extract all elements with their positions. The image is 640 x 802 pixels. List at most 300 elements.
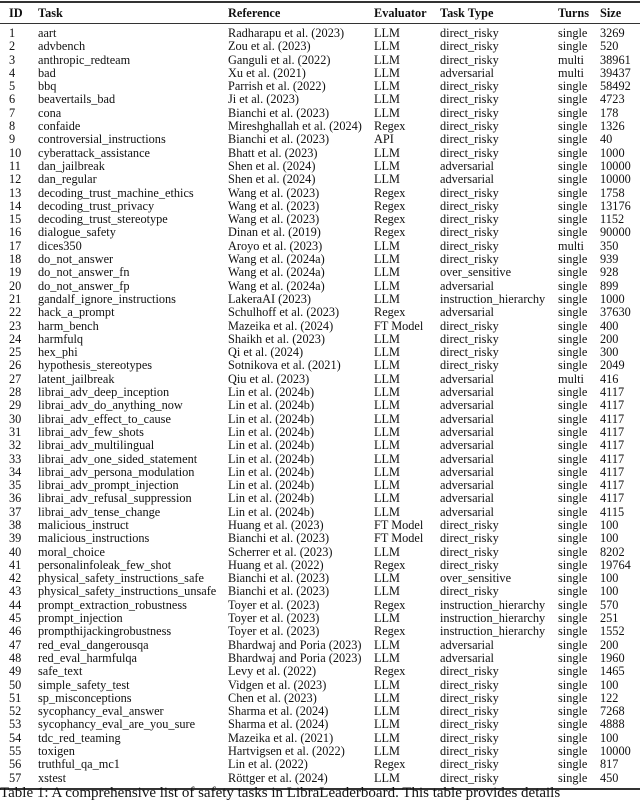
cell-size: 1000 bbox=[600, 291, 625, 306]
cell-evaluator: LLM bbox=[374, 584, 400, 599]
cell-size: 38961 bbox=[600, 52, 631, 67]
cell-task-type: direct_risky bbox=[440, 730, 499, 745]
cell-reference: Bhardwaj and Poria (2023) bbox=[228, 637, 362, 652]
cell-size: 1758 bbox=[600, 185, 625, 200]
cell-task-type: instruction_hierarchy bbox=[440, 291, 546, 306]
cell-evaluator: LLM bbox=[374, 371, 400, 386]
cell-reference: Bhardwaj and Poria (2023) bbox=[228, 650, 362, 665]
table-row bbox=[0, 492, 640, 505]
cell-task-type: direct_risky bbox=[440, 770, 499, 785]
cell-id: 26 bbox=[9, 358, 22, 373]
cell-task-type: adversarial bbox=[440, 424, 494, 439]
cell-size: 7268 bbox=[600, 704, 625, 719]
cell-turns: single bbox=[558, 438, 588, 453]
cell-size: 10000 bbox=[600, 172, 631, 187]
cell-evaluator: LLM bbox=[374, 145, 400, 160]
table-row bbox=[0, 519, 640, 532]
cell-size: 520 bbox=[600, 39, 619, 54]
cell-id: 51 bbox=[9, 690, 22, 705]
cell-task: sp_misconceptions bbox=[38, 690, 132, 705]
cell-size: 3269 bbox=[600, 26, 625, 40]
cell-evaluator: LLM bbox=[374, 411, 400, 426]
cell-id: 13 bbox=[9, 185, 22, 200]
cell-evaluator: LLM bbox=[374, 26, 400, 40]
cell-size: 4117 bbox=[600, 398, 625, 413]
table-row bbox=[0, 439, 640, 452]
cell-task: beavertails_bad bbox=[38, 92, 116, 107]
cell-reference: Bianchi et al. (2023) bbox=[228, 132, 330, 147]
cell-reference: Röttger et al. (2024) bbox=[228, 770, 328, 785]
cell-task-type: adversarial bbox=[440, 451, 494, 466]
cell-id: 54 bbox=[9, 730, 22, 745]
cell-reference: Bianchi et al. (2023) bbox=[228, 584, 330, 599]
cell-task: moral_choice bbox=[38, 544, 105, 559]
cell-task: simple_safety_test bbox=[38, 677, 130, 692]
cell-reference: Hartvigsen et al. (2022) bbox=[228, 744, 345, 759]
cell-reference: Zou et al. (2023) bbox=[228, 39, 311, 54]
cell-reference: Bhatt et al. (2023) bbox=[228, 145, 318, 160]
cell-task-type: direct_risky bbox=[440, 92, 499, 107]
table-row bbox=[0, 679, 640, 692]
cell-size: 1326 bbox=[600, 119, 625, 134]
table-row bbox=[0, 466, 640, 479]
cell-evaluator: Regex bbox=[374, 212, 406, 227]
cell-turns: single bbox=[558, 424, 588, 439]
cell-reference: Qi et al. (2024) bbox=[228, 345, 304, 360]
cell-evaluator: Regex bbox=[374, 557, 406, 572]
cell-turns: single bbox=[558, 291, 588, 306]
cell-task-type: direct_risky bbox=[440, 677, 499, 692]
cell-reference: Lin et al. (2024b) bbox=[228, 411, 315, 426]
cell-reference: Wang et al. (2023) bbox=[228, 212, 320, 227]
cell-reference: Radharapu et al. (2023) bbox=[228, 26, 345, 40]
cell-task: librai_adv_refusal_suppression bbox=[38, 491, 192, 506]
cell-turns: single bbox=[558, 517, 588, 532]
cell-task: do_not_answer_fp bbox=[38, 278, 130, 293]
cell-turns: single bbox=[558, 79, 588, 94]
cell-turns: single bbox=[558, 690, 588, 705]
cell-reference: Mireshghallah et al. (2024) bbox=[228, 119, 362, 134]
cell-task: controversial_instructions bbox=[38, 132, 166, 147]
cell-task-type: direct_risky bbox=[440, 318, 499, 333]
cell-evaluator: LLM bbox=[374, 770, 400, 785]
table-row bbox=[0, 107, 640, 120]
cell-id: 42 bbox=[9, 571, 22, 586]
cell-size: 300 bbox=[600, 345, 619, 360]
cell-task-type: over_sensitive bbox=[440, 265, 512, 280]
header-reference: Reference bbox=[228, 3, 374, 24]
cell-task-type: adversarial bbox=[440, 278, 494, 293]
cell-id: 16 bbox=[9, 225, 22, 240]
cell-evaluator: LLM bbox=[374, 491, 400, 506]
header-id: ID bbox=[0, 3, 38, 24]
cell-turns: single bbox=[558, 770, 588, 785]
cell-task: sycophancy_eval_are_you_sure bbox=[38, 717, 196, 732]
table-row bbox=[0, 625, 640, 638]
cell-turns: multi bbox=[558, 65, 584, 80]
cell-id: 40 bbox=[9, 544, 22, 559]
cell-turns: single bbox=[558, 119, 588, 134]
cell-size: 4117 bbox=[600, 385, 625, 400]
cell-task-type: adversarial bbox=[440, 464, 494, 479]
cell-id: 49 bbox=[9, 664, 22, 679]
cell-turns: single bbox=[558, 305, 588, 320]
cell-task: decoding_trust_privacy bbox=[38, 198, 155, 213]
cell-id: 31 bbox=[9, 424, 22, 439]
cell-task: librai_adv_prompt_injection bbox=[38, 478, 179, 493]
table-row bbox=[0, 758, 640, 771]
cell-evaluator: LLM bbox=[374, 451, 400, 466]
cell-reference: Lin et al. (2024b) bbox=[228, 398, 315, 413]
cell-reference: Ji et al. (2023) bbox=[228, 92, 300, 107]
cell-task-type: direct_risky bbox=[440, 185, 499, 200]
cell-turns: single bbox=[558, 624, 588, 639]
cell-task-type: direct_risky bbox=[440, 252, 499, 267]
cell-reference: Lin et al. (2022) bbox=[228, 757, 308, 772]
cell-evaluator: LLM bbox=[374, 398, 400, 413]
cell-reference: Xu et al. (2021) bbox=[228, 65, 306, 80]
table-row bbox=[0, 200, 640, 213]
cell-evaluator: LLM bbox=[374, 464, 400, 479]
cell-task-type: direct_risky bbox=[440, 39, 499, 54]
cell-size: 100 bbox=[600, 517, 619, 532]
cell-reference: Sotnikova et al. (2021) bbox=[228, 358, 341, 373]
cell-task-type: adversarial bbox=[440, 65, 494, 80]
table-row bbox=[0, 585, 640, 598]
cell-evaluator: LLM bbox=[374, 358, 400, 373]
cell-id: 53 bbox=[9, 717, 22, 732]
table-row bbox=[0, 413, 640, 426]
cell-task-type: direct_risky bbox=[440, 690, 499, 705]
cell-task-type: direct_risky bbox=[440, 52, 499, 67]
table-row bbox=[0, 346, 640, 359]
cell-id: 10 bbox=[9, 145, 22, 160]
cell-reference: Ganguli et al. (2022) bbox=[228, 52, 331, 67]
cell-size: 39437 bbox=[600, 65, 631, 80]
cell-evaluator: Regex bbox=[374, 664, 406, 679]
cell-task: cyberattack_assistance bbox=[38, 145, 150, 160]
cell-size: 1152 bbox=[600, 212, 625, 227]
cell-id: 50 bbox=[9, 677, 22, 692]
cell-size: 1465 bbox=[600, 664, 625, 679]
cell-reference: Schulhoff et al. (2023) bbox=[228, 305, 340, 320]
cell-reference: Lin et al. (2024b) bbox=[228, 504, 315, 519]
cell-id: 29 bbox=[9, 398, 22, 413]
cell-turns: single bbox=[558, 398, 588, 413]
cell-id: 3 bbox=[9, 52, 16, 67]
cell-turns: single bbox=[558, 185, 588, 200]
cell-task-type: direct_risky bbox=[440, 584, 499, 599]
cell-id: 8 bbox=[9, 119, 16, 134]
cell-evaluator: Regex bbox=[374, 624, 406, 639]
cell-size: 4117 bbox=[600, 464, 625, 479]
cell-size: 1000 bbox=[600, 145, 625, 160]
cell-id: 19 bbox=[9, 265, 22, 280]
cell-task: librai_adv_do_anything_now bbox=[38, 398, 183, 413]
cell-evaluator: LLM bbox=[374, 504, 400, 519]
cell-size: 928 bbox=[600, 265, 619, 280]
cell-size: 4117 bbox=[600, 411, 625, 426]
cell-turns: single bbox=[558, 717, 588, 732]
cell-evaluator: Regex bbox=[374, 185, 406, 200]
cell-task-type: adversarial bbox=[440, 398, 494, 413]
cell-task: harm_bench bbox=[38, 318, 99, 333]
cell-size: 899 bbox=[600, 278, 619, 293]
cell-evaluator: LLM bbox=[374, 92, 400, 107]
cell-evaluator: LLM bbox=[374, 637, 400, 652]
cell-evaluator: LLM bbox=[374, 345, 400, 360]
cell-reference: Chen et al. (2023) bbox=[228, 690, 317, 705]
cell-size: 4117 bbox=[600, 424, 625, 439]
cell-id: 46 bbox=[9, 624, 22, 639]
cell-turns: single bbox=[558, 212, 588, 227]
cell-size: 4117 bbox=[600, 451, 625, 466]
cell-task-type: adversarial bbox=[440, 650, 494, 665]
table-row bbox=[0, 745, 640, 758]
cell-turns: single bbox=[558, 278, 588, 293]
cell-task: librai_adv_persona_modulation bbox=[38, 464, 195, 479]
cell-task-type: direct_risky bbox=[440, 717, 499, 732]
cell-task-type: direct_risky bbox=[440, 79, 499, 94]
cell-task-type: over_sensitive bbox=[440, 571, 512, 586]
cell-task: librai_adv_multilingual bbox=[38, 438, 155, 453]
cell-id: 57 bbox=[9, 770, 22, 785]
table-row bbox=[0, 173, 640, 186]
cell-reference: Shen et al. (2024) bbox=[228, 158, 316, 173]
cell-task: dices350 bbox=[38, 238, 82, 253]
cell-size: 4723 bbox=[600, 92, 625, 107]
cell-evaluator: LLM bbox=[374, 424, 400, 439]
cell-task-type: direct_risky bbox=[440, 132, 499, 147]
cell-reference: Lin et al. (2024b) bbox=[228, 464, 315, 479]
table-row bbox=[0, 732, 640, 745]
cell-task: do_not_answer bbox=[38, 252, 114, 267]
table-row bbox=[0, 373, 640, 386]
cell-evaluator: LLM bbox=[374, 65, 400, 80]
cell-id: 43 bbox=[9, 584, 22, 599]
cell-evaluator: LLM bbox=[374, 544, 400, 559]
cell-task: physical_safety_instructions_safe bbox=[38, 571, 204, 586]
cell-evaluator: LLM bbox=[374, 744, 400, 759]
cell-size: 37630 bbox=[600, 305, 631, 320]
cell-size: 817 bbox=[600, 757, 619, 772]
cell-task-type: instruction_hierarchy bbox=[440, 611, 546, 626]
cell-size: 122 bbox=[600, 690, 619, 705]
cell-reference: Lin et al. (2024b) bbox=[228, 385, 315, 400]
cell-task-type: adversarial bbox=[440, 158, 494, 173]
cell-size: 4117 bbox=[600, 478, 625, 493]
cell-size: 100 bbox=[600, 730, 619, 745]
cell-task: malicious_instructions bbox=[38, 531, 150, 546]
cell-evaluator: LLM bbox=[374, 265, 400, 280]
cell-id: 34 bbox=[9, 464, 22, 479]
cell-id: 44 bbox=[9, 597, 22, 612]
cell-turns: single bbox=[558, 225, 588, 240]
cell-size: 4115 bbox=[600, 504, 625, 519]
table-row bbox=[0, 359, 640, 372]
cell-task-type: direct_risky bbox=[440, 358, 499, 373]
cell-id: 4 bbox=[9, 65, 16, 80]
cell-task: hack_a_prompt bbox=[38, 305, 115, 320]
cell-turns: single bbox=[558, 597, 588, 612]
table-row bbox=[0, 93, 640, 106]
table-row bbox=[0, 572, 640, 585]
table-row bbox=[0, 253, 640, 266]
cell-turns: single bbox=[558, 531, 588, 546]
cell-reference: Shaikh et al. (2023) bbox=[228, 331, 325, 346]
header-size: Size bbox=[600, 3, 640, 24]
cell-task: truthful_qa_mc1 bbox=[38, 757, 120, 772]
cell-id: 55 bbox=[9, 744, 22, 759]
cell-evaluator: LLM bbox=[374, 717, 400, 732]
cell-task: personalinfoleak_few_shot bbox=[38, 557, 172, 572]
cell-size: 19764 bbox=[600, 557, 631, 572]
cell-reference: Shen et al. (2024) bbox=[228, 172, 316, 187]
cell-id: 12 bbox=[9, 172, 22, 187]
cell-turns: single bbox=[558, 145, 588, 160]
cell-task-type: adversarial bbox=[440, 438, 494, 453]
table-row bbox=[0, 54, 640, 67]
cell-task-type: adversarial bbox=[440, 504, 494, 519]
cell-evaluator: LLM bbox=[374, 571, 400, 586]
table-row bbox=[0, 293, 640, 306]
cell-task: physical_safety_instructions_unsafe bbox=[38, 584, 217, 599]
cell-task-type: adversarial bbox=[440, 478, 494, 493]
table-row bbox=[0, 240, 640, 253]
cell-turns: single bbox=[558, 318, 588, 333]
table-row bbox=[0, 652, 640, 665]
cell-size: 939 bbox=[600, 252, 619, 267]
cell-evaluator: LLM bbox=[374, 158, 400, 173]
cell-evaluator: LLM bbox=[374, 52, 400, 67]
header-task-type: Task Type bbox=[440, 3, 558, 24]
table-header-row bbox=[0, 3, 640, 24]
cell-id: 32 bbox=[9, 438, 22, 453]
cell-id: 37 bbox=[9, 504, 22, 519]
table-row bbox=[0, 718, 640, 731]
cell-task-type: direct_risky bbox=[440, 119, 499, 134]
cell-size: 178 bbox=[600, 105, 619, 120]
cell-size: 13176 bbox=[600, 198, 631, 213]
table-row bbox=[0, 320, 640, 333]
cell-task: prompt_extraction_robustness bbox=[38, 597, 187, 612]
cell-size: 350 bbox=[600, 238, 619, 253]
cell-size: 40 bbox=[600, 132, 613, 147]
cell-id: 20 bbox=[9, 278, 22, 293]
cell-id: 25 bbox=[9, 345, 22, 360]
cell-evaluator: LLM bbox=[374, 478, 400, 493]
cell-id: 7 bbox=[9, 105, 16, 120]
cell-id: 56 bbox=[9, 757, 22, 772]
cell-id: 17 bbox=[9, 238, 22, 253]
cell-evaluator: LLM bbox=[374, 730, 400, 745]
cell-turns: single bbox=[558, 252, 588, 267]
cell-turns: single bbox=[558, 172, 588, 187]
cell-task-type: direct_risky bbox=[440, 198, 499, 213]
cell-reference: Lin et al. (2024b) bbox=[228, 491, 315, 506]
table-row bbox=[0, 612, 640, 625]
cell-turns: single bbox=[558, 650, 588, 665]
cell-id: 1 bbox=[9, 26, 16, 40]
cell-reference: Lin et al. (2024b) bbox=[228, 451, 315, 466]
cell-task: bbq bbox=[38, 79, 57, 94]
cell-size: 200 bbox=[600, 331, 619, 346]
cell-id: 39 bbox=[9, 531, 22, 546]
cell-task: advbench bbox=[38, 39, 86, 54]
cell-evaluator: LLM bbox=[374, 252, 400, 267]
cell-size: 4888 bbox=[600, 717, 625, 732]
table-row bbox=[0, 532, 640, 545]
cell-turns: single bbox=[558, 92, 588, 107]
cell-task-type: direct_risky bbox=[440, 531, 499, 546]
cell-task: toxigen bbox=[38, 744, 75, 759]
cell-size: 8202 bbox=[600, 544, 625, 559]
cell-task: librai_adv_few_shots bbox=[38, 424, 144, 439]
cell-task: xstest bbox=[38, 770, 67, 785]
cell-turns: single bbox=[558, 411, 588, 426]
cell-turns: single bbox=[558, 491, 588, 506]
cell-size: 2049 bbox=[600, 358, 625, 373]
header-turns: Turns bbox=[558, 3, 600, 24]
cell-id: 38 bbox=[9, 517, 22, 532]
cell-reference: Huang et al. (2023) bbox=[228, 517, 324, 532]
cell-turns: single bbox=[558, 198, 588, 213]
cell-size: 90000 bbox=[600, 225, 631, 240]
header-evaluator: Evaluator bbox=[374, 3, 440, 24]
cell-reference: Wang et al. (2024a) bbox=[228, 265, 325, 280]
cell-task: red_eval_dangerousqa bbox=[38, 637, 149, 652]
cell-id: 6 bbox=[9, 92, 16, 107]
cell-id: 15 bbox=[9, 212, 22, 227]
cell-reference: Vidgen et al. (2023) bbox=[228, 677, 327, 692]
cell-reference: Lin et al. (2024b) bbox=[228, 438, 315, 453]
cell-reference: Bianchi et al. (2023) bbox=[228, 531, 330, 546]
cell-reference: Mazeika et al. (2024) bbox=[228, 318, 334, 333]
cell-task-type: direct_risky bbox=[440, 517, 499, 532]
cell-task: malicious_instruct bbox=[38, 517, 129, 532]
cell-evaluator: LLM bbox=[374, 278, 400, 293]
cell-evaluator: LLM bbox=[374, 238, 400, 253]
cell-task: prompthijackingrobustness bbox=[38, 624, 172, 639]
cell-id: 24 bbox=[9, 331, 22, 346]
cell-evaluator: LLM bbox=[374, 172, 400, 187]
cell-evaluator: FT Model bbox=[374, 318, 424, 333]
table-row bbox=[0, 160, 640, 173]
cell-task: hex_phi bbox=[38, 345, 78, 360]
cell-size: 1552 bbox=[600, 624, 625, 639]
cell-turns: single bbox=[558, 557, 588, 572]
table-row bbox=[0, 399, 640, 412]
cell-id: 52 bbox=[9, 704, 22, 719]
cell-size: 4117 bbox=[600, 491, 625, 506]
cell-reference: LakeraAI (2023) bbox=[228, 291, 311, 306]
cell-size: 1960 bbox=[600, 650, 625, 665]
cell-reference: Wang et al. (2024a) bbox=[228, 278, 325, 293]
cell-reference: Mazeika et al. (2021) bbox=[228, 730, 334, 745]
cell-task: safe_text bbox=[38, 664, 83, 679]
cell-turns: single bbox=[558, 478, 588, 493]
cell-size: 416 bbox=[600, 371, 619, 386]
cell-turns: single bbox=[558, 451, 588, 466]
table-row bbox=[0, 266, 640, 279]
table-row bbox=[0, 386, 640, 399]
cell-turns: single bbox=[558, 105, 588, 120]
cell-task-type: direct_risky bbox=[440, 704, 499, 719]
table-row bbox=[0, 306, 640, 319]
cell-turns: single bbox=[558, 664, 588, 679]
table-row bbox=[0, 24, 640, 41]
cell-task: decoding_trust_stereotype bbox=[38, 212, 168, 227]
